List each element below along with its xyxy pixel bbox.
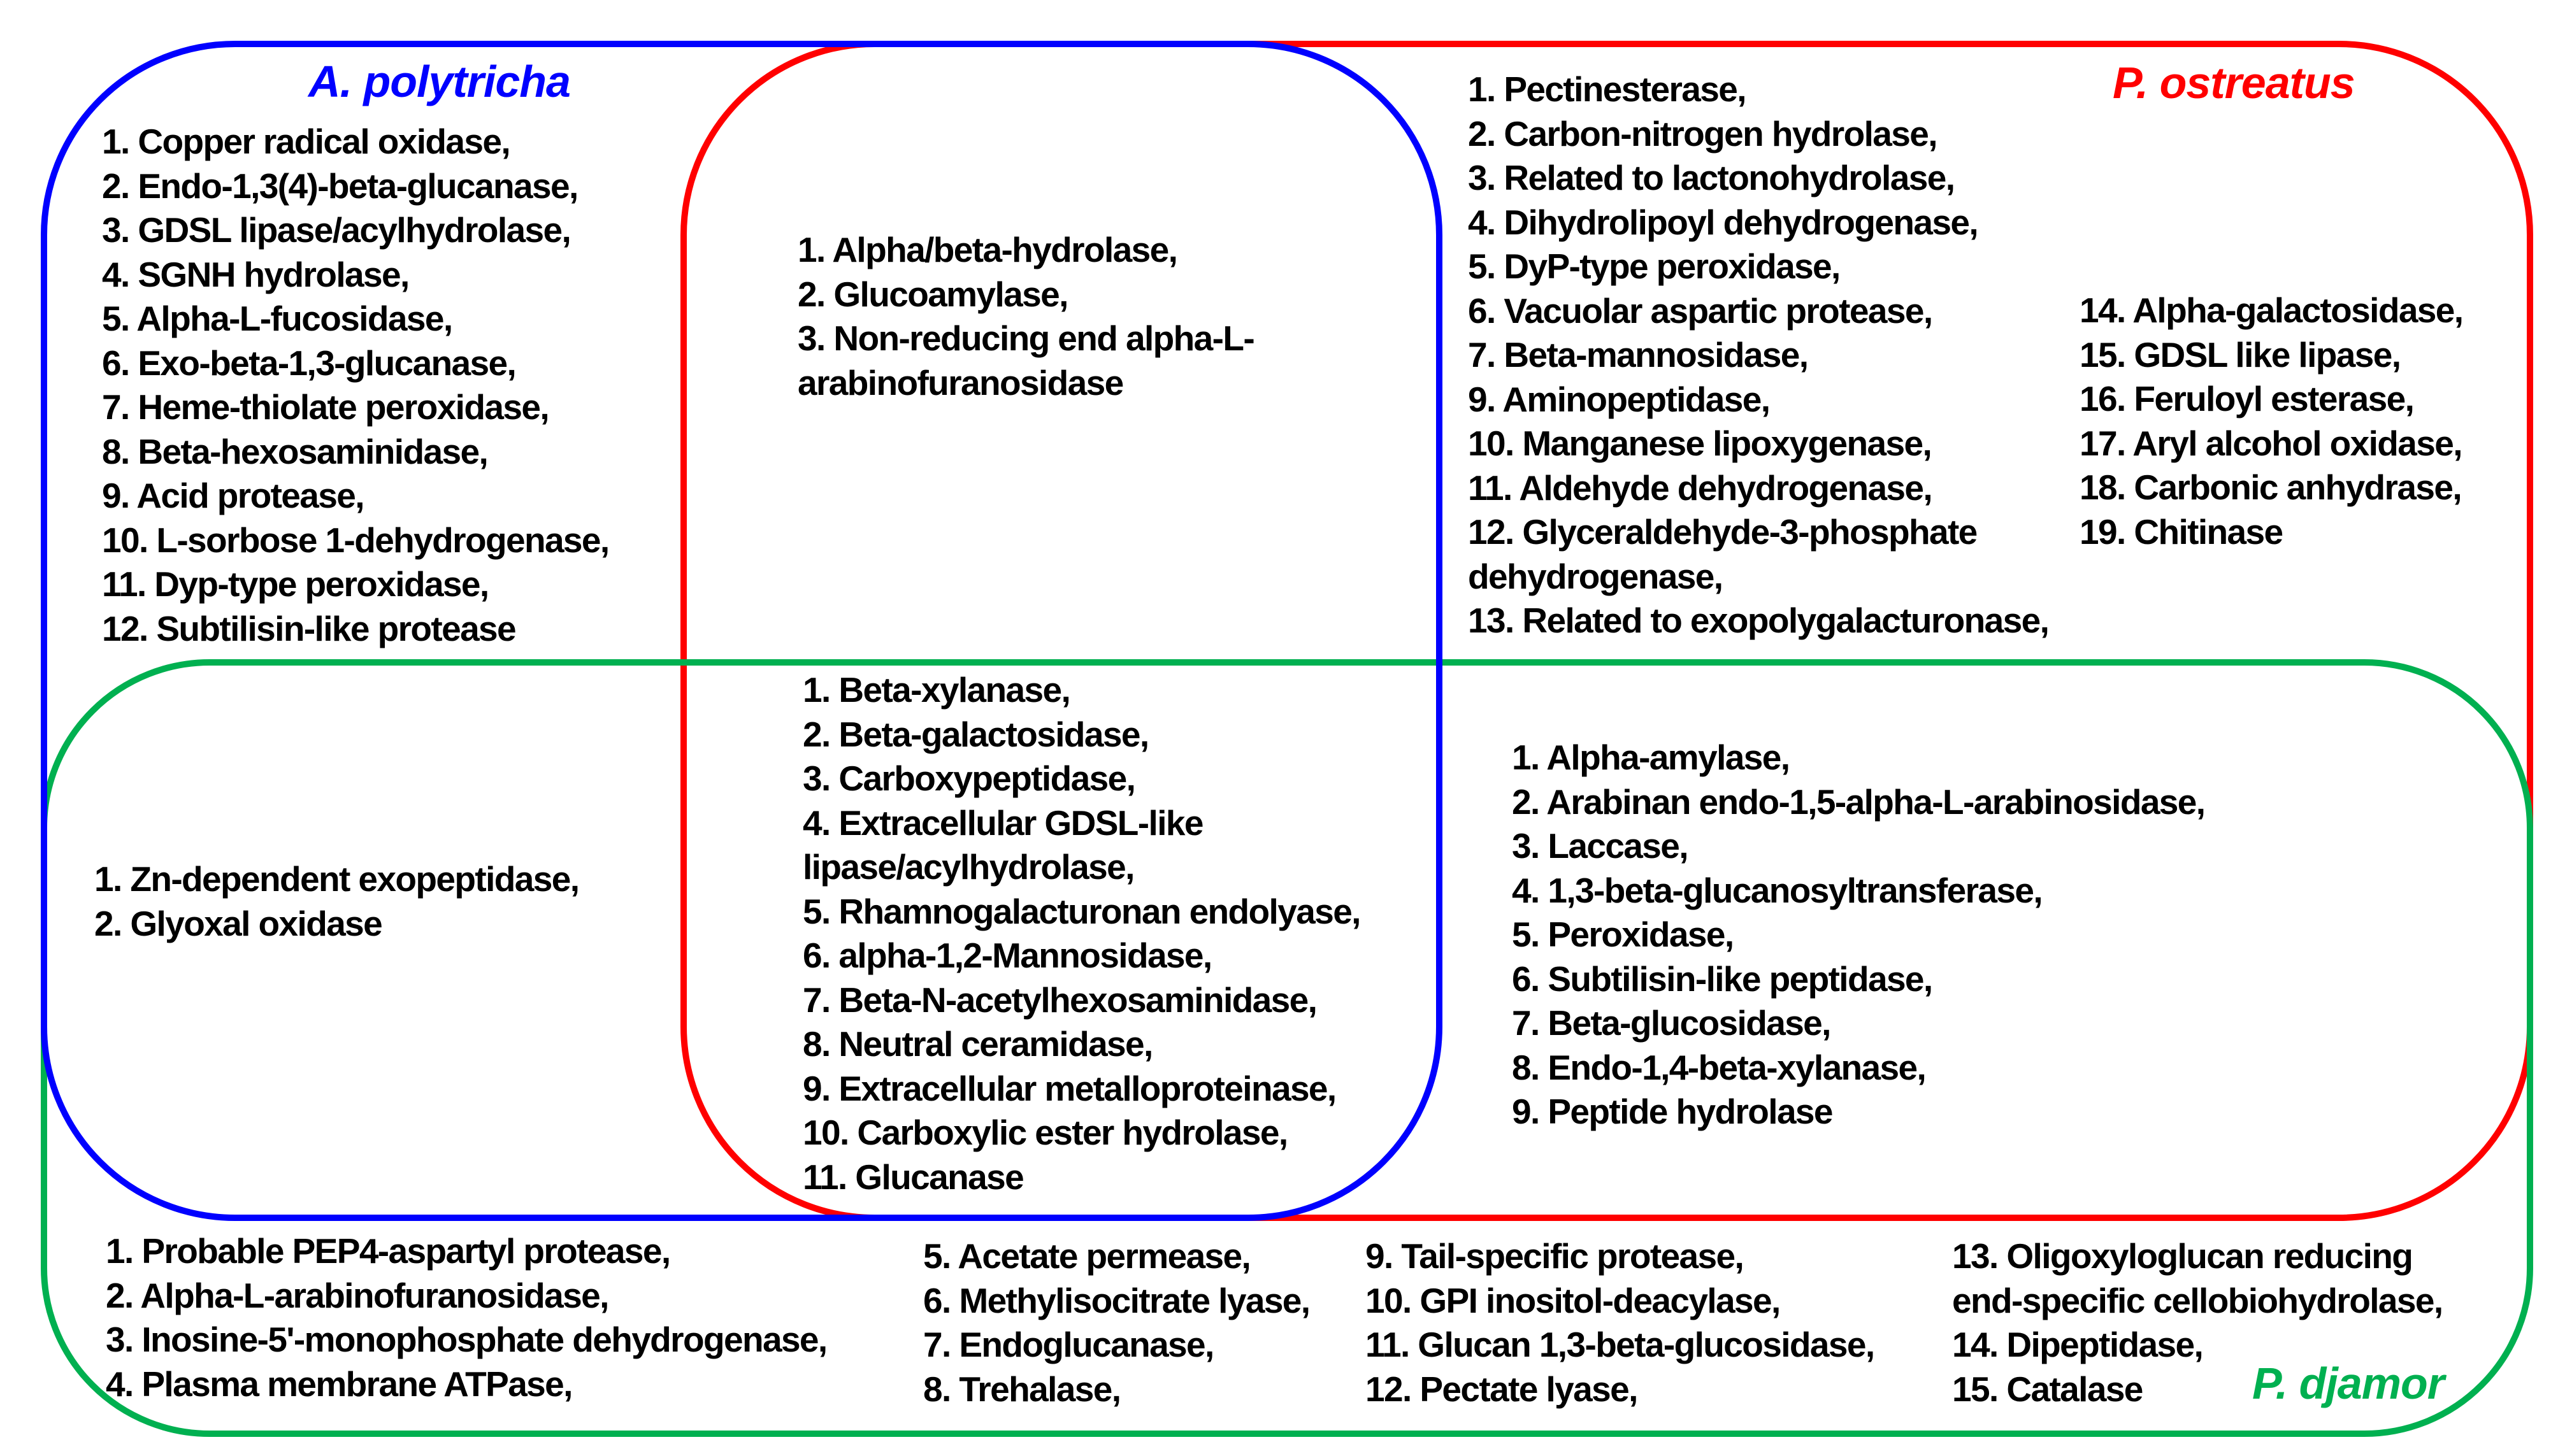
enzyme-item: 3. Carboxypeptidase, — [803, 759, 1135, 798]
enzyme-item: 2. Beta-galactosidase, — [803, 714, 1149, 754]
enzyme-item: 4. 1,3-beta-glucanosyltransferase, — [1512, 870, 2043, 910]
enzyme-item: 5. Acetate permease, — [923, 1236, 1251, 1276]
enzyme-item: 6. alpha-1,2-Mannosidase, — [803, 936, 1212, 975]
enzyme-item: 14. Alpha-galactosidase, — [2080, 290, 2463, 330]
enzyme-item: 9. Acid protease, — [102, 476, 364, 515]
enzyme-item: 3. Inosine-5'-monophosphate dehydrogenase, — [106, 1320, 827, 1359]
enzyme-item: 3. Related to lactonohydrolase, — [1468, 158, 1955, 197]
enzyme-item: 10. Carboxylic ester hydrolase, — [803, 1113, 1288, 1152]
p-ostreatus-only-list-1 — [1468, 68, 2048, 643]
enzyme-item: 5. Peroxidase, — [1512, 915, 1734, 954]
a-polytricha-p-ostreatus-list — [798, 228, 1254, 405]
enzyme-item: 11. Glucanase — [803, 1157, 1024, 1197]
enzyme-item: 12. Pectate lyase, — [1365, 1369, 1637, 1409]
enzyme-item: 1. Copper radical oxidase, — [102, 122, 510, 161]
enzyme-item: 10. Manganese lipoxygenase, — [1468, 424, 1932, 463]
enzyme-item: 6. Methylisocitrate lyase, — [923, 1280, 1310, 1320]
enzyme-item: 7. Heme-thiolate peroxidase, — [102, 387, 549, 427]
enzyme-item: 2. Alpha-L-arabinofuranosidase, — [106, 1275, 608, 1315]
enzyme-item: 5. Alpha-L-fucosidase, — [102, 299, 452, 338]
enzyme-item: 4. Dihydrolipoyl dehydrogenase, — [1468, 202, 1978, 242]
enzyme-item: 6. Subtilisin-like peptidase, — [1512, 959, 1932, 999]
p-djamor-title: P. djamor — [2252, 1359, 2444, 1408]
enzyme-item: 7. Beta-N-acetylhexosaminidase, — [803, 980, 1317, 1020]
enzyme-item: 13. Oligoxyloglucan reducing end-specific cellobiohydrolase, — [1952, 1236, 2443, 1320]
enzyme-item: 1. Zn-dependent exopeptidase, — [94, 859, 579, 899]
p-ostreatus-p-djamor-list — [1512, 736, 2204, 1134]
enzyme-item: 1. Alpha-amylase, — [1512, 738, 1790, 777]
p-ostreatus-title: P. ostreatus — [2113, 58, 2355, 108]
enzyme-item: 2. Glucoamylase, — [798, 274, 1068, 314]
enzyme-item: 5. DyP-type peroxidase, — [1468, 246, 1840, 286]
enzyme-item: 9. Peptide hydrolase — [1512, 1092, 1832, 1131]
enzyme-item: 14. Dipeptidase, — [1952, 1325, 2203, 1364]
enzyme-item: 15. GDSL like lipase, — [2080, 334, 2401, 375]
enzyme-item: 1. Pectinesterase, — [1468, 69, 1746, 109]
enzyme-item: 16. Feruloyl esterase, — [2080, 379, 2414, 418]
p-ostreatus-only-list-2 — [2080, 289, 2462, 554]
enzyme-item: 13. Related to exopolygalacturonase, — [1468, 601, 2049, 640]
enzyme-item: 4. SGNH hydrolase, — [102, 254, 409, 294]
enzyme-item: 9. Aminopeptidase, — [1468, 379, 1770, 419]
enzyme-item: 7. Beta-mannosidase, — [1468, 335, 1808, 375]
enzyme-item: 8. Beta-hexosaminidase, — [102, 431, 488, 471]
all-three-list — [803, 668, 1360, 1199]
enzyme-item: 1. Alpha/beta-hydrolase, — [798, 230, 1177, 269]
enzyme-item: 19. Chitinase — [2080, 511, 2283, 552]
enzyme-item: 2. Glyoxal oxidase — [94, 903, 382, 943]
p-djamor-only-list-4 — [1952, 1234, 2443, 1411]
enzyme-item: 2. Carbon-nitrogen hydrolase, — [1468, 113, 1937, 153]
enzyme-item: 5. Rhamnogalacturonan endolyase, — [803, 891, 1360, 931]
enzyme-item: 10. GPI inositol-deacylase, — [1365, 1280, 1780, 1320]
enzyme-item: 1. Beta-xylanase, — [803, 670, 1070, 710]
a-polytricha-p-djamor-list — [94, 857, 578, 946]
enzyme-item: 12. Subtilisin-like protease — [102, 608, 516, 648]
enzyme-item: 9. Tail-specific protease, — [1365, 1236, 1744, 1276]
enzyme-item: 2. Arabinan endo-1,5-alpha-L-arabinosidase, — [1512, 782, 2205, 822]
enzyme-item: 8. Endo-1,4-beta-xylanase, — [1512, 1047, 1926, 1087]
p-djamor-only-list-2 — [923, 1234, 1309, 1411]
enzyme-item: 2. Endo-1,3(4)-beta-glucanase, — [102, 166, 578, 206]
enzyme-item: 3. Non-reducing end alpha-L- arabinofuranosidase — [798, 318, 1254, 403]
p-djamor-only-list-3 — [1365, 1234, 1874, 1411]
enzyme-item: 17. Aryl alcohol oxidase, — [2080, 423, 2462, 463]
enzyme-item: 10. L-sorbose 1-dehydrogenase, — [102, 520, 609, 560]
enzyme-item: 18. Carbonic anhydrase, — [2080, 467, 2462, 507]
enzyme-item: 8. Neutral ceramidase, — [803, 1024, 1153, 1064]
enzyme-item: 6. Exo-beta-1,3-glucanase, — [102, 343, 516, 383]
enzyme-item: 3. Laccase, — [1512, 826, 1688, 866]
enzyme-item: 11. Dyp-type peroxidase, — [102, 564, 489, 604]
enzyme-item: 12. Glyceraldehyde-3-phosphate dehydrogenase, — [1468, 512, 1977, 596]
enzyme-item: 1. Probable PEP4-aspartyl protease, — [106, 1231, 670, 1271]
enzyme-item: 4. Plasma membrane ATPase, — [106, 1364, 572, 1404]
enzyme-item: 9. Extracellular metalloproteinase, — [803, 1068, 1336, 1108]
a-polytricha-only-list — [102, 120, 609, 651]
enzyme-item: 4. Extracellular GDSL-like lipase/acylhydrolase, — [803, 803, 1203, 887]
p-djamor-only-list-1 — [106, 1229, 827, 1406]
a-polytricha-title: A. polytricha — [308, 57, 570, 106]
enzyme-item: 11. Aldehyde dehydrogenase, — [1468, 467, 1932, 508]
enzyme-item: 6. Vacuolar aspartic protease, — [1468, 290, 1932, 331]
enzyme-item: 8. Trehalase, — [923, 1369, 1121, 1409]
enzyme-item: 15. Catalase — [1952, 1369, 2143, 1409]
enzyme-item: 7. Beta-glucosidase, — [1512, 1003, 1830, 1043]
enzyme-item: 3. GDSL lipase/acylhydrolase, — [102, 210, 571, 250]
enzyme-item: 7. Endoglucanase, — [923, 1325, 1214, 1364]
enzyme-item: 11. Glucan 1,3-beta-glucosidase, — [1365, 1325, 1874, 1364]
